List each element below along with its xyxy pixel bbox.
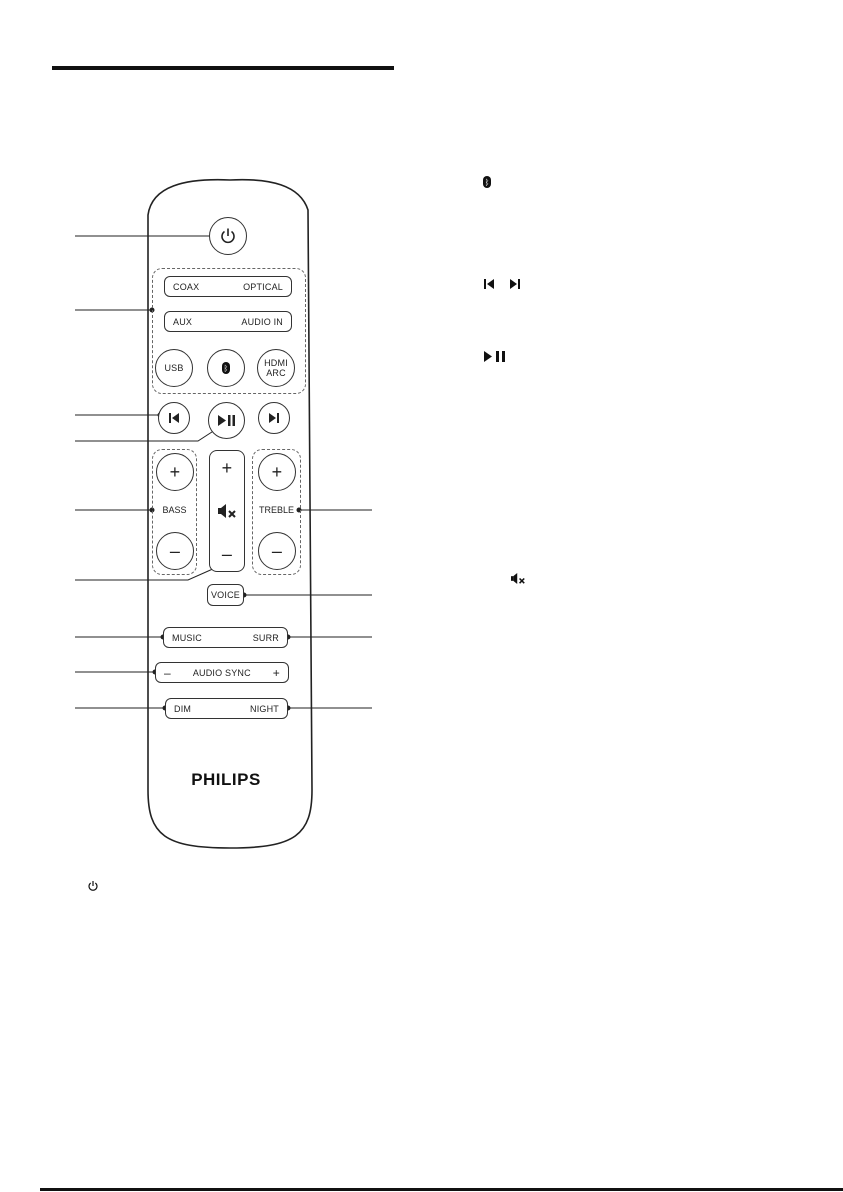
- audio-sync-label: AUDIO SYNC: [192, 667, 251, 678]
- audio-sync-minus: –: [164, 665, 171, 680]
- bass-minus-button[interactable]: [156, 532, 194, 570]
- play-pause-icon: [218, 415, 236, 426]
- hdmi-arc-button[interactable]: [257, 349, 295, 387]
- mute-icon[interactable]: [218, 504, 236, 518]
- power-icon: [219, 227, 237, 245]
- treble-plus-button[interactable]: [258, 453, 296, 491]
- voice-button[interactable]: [207, 584, 244, 606]
- hdmi-arc-label: HDMI ARC: [264, 358, 288, 378]
- next-button[interactable]: [258, 402, 290, 434]
- volume-down-icon[interactable]: –: [221, 544, 233, 564]
- usb-label: USB: [164, 363, 184, 373]
- next-icon: [509, 279, 521, 289]
- night-label: NIGHT: [250, 703, 279, 714]
- treble-minus-button[interactable]: [258, 532, 296, 570]
- bluetooth-icon: ᛒ: [223, 363, 229, 373]
- bluetooth-button[interactable]: [207, 349, 245, 387]
- brand-logo: PHILIPS: [191, 770, 261, 789]
- play-pause-icon: [484, 351, 506, 362]
- surr-label: SURR: [252, 632, 279, 643]
- bluetooth-icon: ᛒ: [484, 177, 490, 187]
- plus-icon: +: [169, 462, 181, 482]
- music-label: MUSIC: [172, 632, 202, 643]
- previous-button[interactable]: [158, 402, 190, 434]
- aux-label: AUX: [173, 316, 193, 327]
- audio-sync-plus: +: [272, 665, 280, 680]
- optical-label: OPTICAL: [243, 281, 283, 292]
- dim-night-button[interactable]: [165, 698, 288, 719]
- mute-icon: [511, 573, 525, 584]
- minus-icon: –: [271, 541, 283, 561]
- bass-label: BASS: [162, 505, 187, 515]
- volume-up-icon[interactable]: +: [221, 458, 233, 478]
- next-icon: [268, 413, 280, 423]
- coax-optical-button[interactable]: [164, 276, 292, 297]
- usb-button[interactable]: [155, 349, 193, 387]
- treble-label: TREBLE: [258, 505, 294, 515]
- coax-label: COAX: [173, 281, 200, 292]
- audio-sync-button[interactable]: [155, 662, 289, 683]
- bass-plus-button[interactable]: [156, 453, 194, 491]
- power-button[interactable]: [209, 217, 247, 255]
- audio-in-label: AUDIO IN: [241, 316, 283, 327]
- play-pause-button[interactable]: [208, 402, 245, 439]
- volume-rocker[interactable]: [209, 450, 245, 572]
- previous-icon: [168, 413, 180, 423]
- power-icon: [87, 880, 99, 892]
- aux-audioin-button[interactable]: [164, 311, 292, 332]
- page-bottom-rule: [40, 1188, 843, 1191]
- plus-icon: +: [271, 462, 283, 482]
- music-surr-button[interactable]: [163, 627, 288, 648]
- voice-label: VOICE: [210, 590, 240, 600]
- previous-icon: [483, 279, 495, 289]
- dim-label: DIM: [174, 703, 192, 714]
- minus-icon: –: [169, 541, 181, 561]
